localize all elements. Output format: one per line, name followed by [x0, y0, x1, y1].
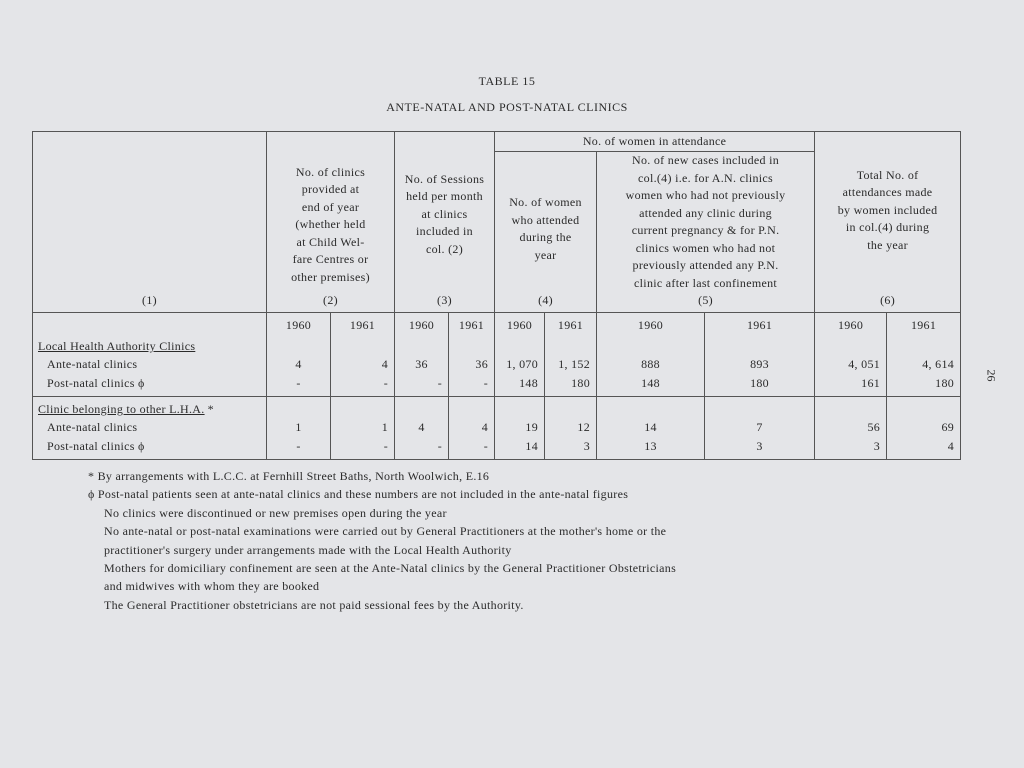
data-cell: 13 [597, 438, 705, 460]
header-text-line: current pregnancy & for P.N. [631, 223, 780, 237]
row-label: Ante-natal clinics [33, 356, 267, 375]
clinics-table [32, 131, 961, 460]
header-text-line: No. of new cases included in [632, 153, 780, 167]
data-cell: 888 [597, 356, 705, 375]
header-text-line: Total No. of [856, 167, 919, 182]
header-col-6 [815, 132, 961, 313]
header-col-3 [395, 132, 495, 313]
header-text-line: year [534, 247, 557, 262]
year-cell: 1960 [395, 312, 449, 338]
header-col-4 [495, 152, 597, 313]
data-cell: 12 [545, 419, 597, 438]
table-row [33, 438, 961, 460]
data-cell: 148 [495, 375, 545, 397]
footnote: ϕ Post-natal patients seen at ante-natal clinics and these numbers are not included in the ante-natal figures [88, 487, 629, 502]
section-heading-mark: * [207, 402, 214, 416]
row-label: Post-natal clinics ϕ [33, 375, 267, 397]
header-text-line: women who had not previously [625, 188, 786, 202]
header-text-line: attended any clinic during [639, 205, 772, 220]
header-col-6-number: (6) [880, 293, 896, 307]
header-text-line: who attended [511, 212, 580, 227]
data-cell: 3 [815, 438, 887, 460]
header-text-line: the year [867, 237, 908, 252]
header-text-line: included in [416, 224, 473, 238]
data-cell: 893 [705, 356, 815, 375]
header-text-line: No. of clinics [295, 164, 366, 179]
data-cell: 7 [705, 419, 815, 438]
header-col-3-number: (3) [437, 293, 452, 307]
data-cell: - [449, 375, 495, 397]
footnote: The General Practitioner obstetricians are not paid sessional fees by the Authority. [104, 597, 524, 612]
footnote: and midwives with whom they are booked [104, 579, 320, 594]
data-cell: 36 [395, 356, 449, 375]
section-row [33, 397, 961, 419]
header-col-3-text [398, 171, 491, 293]
footnote: * By arrangements with L.C.C. at Fernhill Street Baths, North Woolwich, E.16 [88, 469, 490, 483]
table-row [33, 356, 961, 375]
header-col-4-number: (4) [538, 293, 553, 307]
data-cell: 14 [597, 419, 705, 438]
data-cell: - [267, 375, 331, 397]
year-cell: 1960 [495, 312, 545, 338]
year-cell: 1961 [887, 312, 961, 338]
data-cell: 148 [597, 375, 705, 397]
data-cell: - [395, 438, 449, 460]
data-cell: - [267, 438, 331, 460]
header-text-line: held per month [406, 189, 483, 203]
header-women-group: No. of women in attendance [495, 132, 815, 152]
header-text-line: clinic after last confinement [634, 275, 778, 290]
header-text-line: previously attended any P.N. [632, 258, 779, 272]
header-col-2-text [270, 164, 391, 293]
footnote: Mothers for domiciliary confinement are seen at the Ante-Natal clinics by the General Practitioner Obstetricians [104, 561, 677, 576]
table-row [33, 419, 961, 438]
data-cell: 1 [267, 419, 331, 438]
data-cell: 1 [331, 419, 395, 438]
header-text-line: at Child Wel- [296, 234, 365, 249]
footnote: No clinics were discontinued or new premises open during the year [104, 505, 447, 520]
header-text-line: clinics women who had not [635, 240, 776, 255]
row-label: Post-natal clinics ϕ [33, 438, 267, 460]
data-cell: 36 [449, 356, 495, 375]
data-cell: 69 [887, 419, 961, 438]
year-cell: 1960 [815, 312, 887, 338]
data-cell: - [331, 438, 395, 460]
year-cell: 1961 [449, 312, 495, 338]
header-text-line: fare Centres or [292, 252, 369, 266]
data-cell: 4 [267, 356, 331, 375]
header-text-line: col.(4) i.e. for A.N. clinics [638, 170, 774, 185]
header-col-6-text [818, 167, 957, 293]
data-cell: 180 [705, 375, 815, 397]
header-text-line: end of year [301, 199, 360, 214]
footnote: No ante-natal or post-natal examinations were carried out by General Practitioners at the mother's home or the [104, 524, 667, 539]
year-cell: 1961 [705, 312, 815, 338]
table-subtitle: ANTE-NATAL AND POST-NATAL CLINICS [386, 100, 628, 114]
data-cell: 19 [495, 419, 545, 438]
header-text-line: provided at [301, 182, 360, 196]
header-text-line: attendances made [842, 185, 933, 199]
header-text-line: during the [519, 230, 572, 244]
year-cell: 1960 [267, 312, 331, 338]
footnote: practitioner's surgery under arrangements made with the Local Health Authority [104, 542, 512, 557]
header-text-line: at clinics [421, 206, 468, 221]
header-text-line: col. (2) [425, 241, 464, 256]
data-cell: 4 [887, 438, 961, 460]
year-cell: 1960 [597, 312, 705, 338]
header-text-line: in col.(4) during [845, 220, 930, 234]
footnotes [88, 467, 676, 614]
row-label: Ante-natal clinics [33, 419, 267, 438]
header-col-5 [597, 152, 815, 313]
data-cell: 1, 070 [495, 356, 545, 375]
table-row [33, 375, 961, 397]
years-row [33, 312, 961, 338]
header-col-2-number: (2) [323, 293, 338, 307]
section-heading-text: Clinic belonging to other L.H.A. [38, 402, 205, 416]
section-row [33, 338, 961, 356]
header-col-5-number: (5) [698, 293, 713, 307]
data-cell: 4 [395, 419, 449, 438]
header-text-line: by women included [837, 202, 938, 217]
header-col-5-text [600, 152, 811, 292]
header-text-line: No. of Sessions [404, 171, 485, 186]
section-heading: Local Health Authority Clinics [33, 338, 267, 356]
data-cell: - [331, 375, 395, 397]
data-cell: 4, 614 [887, 356, 961, 375]
header-text-line: (whether held [295, 217, 366, 231]
data-cell: 56 [815, 419, 887, 438]
data-cell: 3 [545, 438, 597, 460]
header-text-line: other premises) [291, 269, 370, 284]
data-cell: 180 [545, 375, 597, 397]
header-col-2 [267, 132, 395, 313]
table-title: TABLE 15 [478, 74, 536, 88]
data-cell: 4 [449, 419, 495, 438]
data-cell: - [449, 438, 495, 460]
data-cell: 1, 152 [545, 356, 597, 375]
data-cell: 14 [495, 438, 545, 460]
year-cell: 1961 [331, 312, 395, 338]
section-heading [33, 397, 267, 419]
data-cell: 161 [815, 375, 887, 397]
page-number: 26 [984, 369, 999, 382]
year-cell: 1961 [545, 312, 597, 338]
data-cell: - [395, 375, 449, 397]
header-col-1: (1) [33, 132, 267, 313]
data-cell: 180 [887, 375, 961, 397]
data-cell: 4, 051 [815, 356, 887, 375]
data-cell: 4 [331, 356, 395, 375]
header-text-line: No. of women [509, 195, 582, 209]
data-cell: 3 [705, 438, 815, 460]
header-col-4-text [498, 194, 593, 292]
